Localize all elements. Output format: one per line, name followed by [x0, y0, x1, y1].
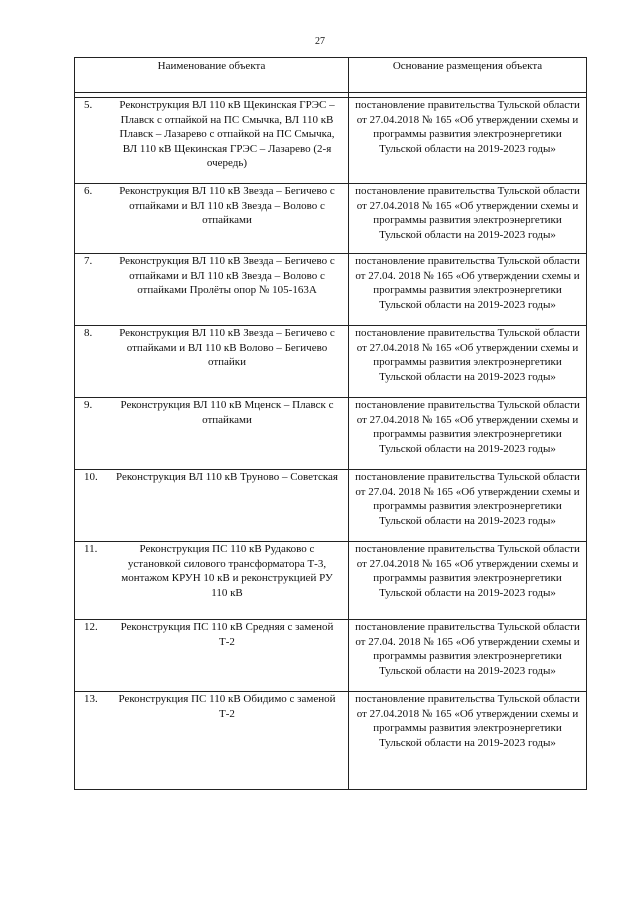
row-number: 7.	[84, 255, 93, 267]
row-number: 12.	[84, 621, 98, 633]
object-name: Реконструкция ВЛ 110 кВ Звезда – Бегичево с отпайками и ВЛ 110 кВ Волово – Бегичево отпайки	[119, 327, 335, 368]
object-name: Реконструкция ВЛ 110 кВ Мценск – Плавск с отпайками	[120, 399, 334, 426]
row-number: 5.	[84, 99, 93, 111]
placement-basis: постановление правительства Тульской области от 27.04.2018 № 165 «Об утверждении схемы и программы развития электроэнергетики Тульской области на 2019-2023 годы»	[349, 184, 587, 254]
object-name-cell	[75, 184, 349, 254]
object-name-cell	[75, 470, 349, 542]
object-name-cell	[75, 254, 349, 326]
header-placement-basis: Основание размещения объекта	[349, 58, 587, 93]
placement-basis: постановление правительства Тульской области от 27.04.2018 № 165 «Об утверждении схемы и программы развития электроэнергетики Тульской области на 2019-2023 годы»	[349, 98, 587, 184]
placement-basis: постановление правительства Тульской области от 27.04.2018 № 165 «Об утверждении схемы и программы развития электроэнергетики Тульской области на 2019-2023 годы»	[349, 692, 587, 790]
placement-basis: постановление правительства Тульской области от 27.04.2018 № 165 «Об утверждении схемы и программы развития электроэнергетики Тульской области на 2019-2023 годы»	[349, 542, 587, 620]
object-name: Реконструкция ВЛ 110 кВ Труново – Советская	[116, 471, 338, 483]
object-name-cell	[75, 542, 349, 620]
object-name: Реконструкция ПС 110 кВ Обидимо с заменой Т-2	[118, 693, 336, 720]
table-row	[75, 98, 587, 184]
table-row	[75, 254, 587, 326]
object-name-cell	[75, 98, 349, 184]
placement-basis: постановление правительства Тульской области от 27.04.2018 № 165 «Об утверждении схемы и программы развития электроэнергетики Тульской области на 2019-2023 годы»	[349, 398, 587, 470]
table-row	[75, 326, 587, 398]
row-number: 13.	[84, 693, 98, 705]
page-number: 27	[315, 36, 325, 47]
objects-table	[74, 57, 587, 790]
object-name: Реконструкция ВЛ 110 кВ Щекинская ГРЭС – Плавск с отпайкой на ПС Смычка, ВЛ 110 кВ Плавск – Лазарево с отпайкой на ПС Смычка, ВЛ 110 кВ Щекинская ГРЭС – Лазарево (2-я очередь)	[119, 99, 335, 169]
object-name-cell	[75, 326, 349, 398]
row-number: 9.	[84, 399, 93, 411]
table-row	[75, 692, 587, 790]
table-row	[75, 470, 587, 542]
object-name-cell	[75, 620, 349, 692]
placement-basis: постановление правительства Тульской области от 27.04. 2018 № 165 «Об утверждении схемы и программы развития электроэнергетики Тульской области на 2019-2023 годы»	[349, 470, 587, 542]
row-number: 11.	[84, 543, 98, 555]
placement-basis: постановление правительства Тульской области от 27.04. 2018 № 165 «Об утверждении схемы и программы развития электроэнергетики Тульской области на 2019-2023 годы»	[349, 254, 587, 326]
object-name: Реконструкция ВЛ 110 кВ Звезда – Бегичево с отпайками и ВЛ 110 кВ Звезда – Волово с отпайками Пролёты опор № 105-163А	[119, 255, 335, 296]
object-name-cell	[75, 398, 349, 470]
table-header-row	[75, 58, 587, 93]
row-number: 10.	[84, 471, 98, 483]
table-row	[75, 542, 587, 620]
object-name: Реконструкция ПС 110 кВ Рудаково с установкой силового трансформатора Т-3, монтажом КРУН 10 кВ и реконструкцией РУ 110 кВ	[121, 543, 333, 599]
placement-basis: постановление правительства Тульской области от 27.04.2018 № 165 «Об утверждении схемы и программы развития электроэнергетики Тульской области на 2019-2023 годы»	[349, 326, 587, 398]
placement-basis: постановление правительства Тульской области от 27.04. 2018 № 165 «Об утверждении схемы и программы развития электроэнергетики Тульской области на 2019-2023 годы»	[349, 620, 587, 692]
object-name-cell	[75, 692, 349, 790]
object-name: Реконструкция ВЛ 110 кВ Звезда – Бегичево с отпайками и ВЛ 110 кВ Звезда – Волово с отпайками	[119, 185, 335, 226]
table-row	[75, 398, 587, 470]
table-row	[75, 184, 587, 254]
row-number: 6.	[84, 185, 93, 197]
row-number: 8.	[84, 327, 93, 339]
object-name: Реконструкция ПС 110 кВ Средняя с заменой Т-2	[120, 621, 334, 648]
header-object-name: Наименование объекта	[75, 58, 349, 93]
table-row	[75, 620, 587, 692]
